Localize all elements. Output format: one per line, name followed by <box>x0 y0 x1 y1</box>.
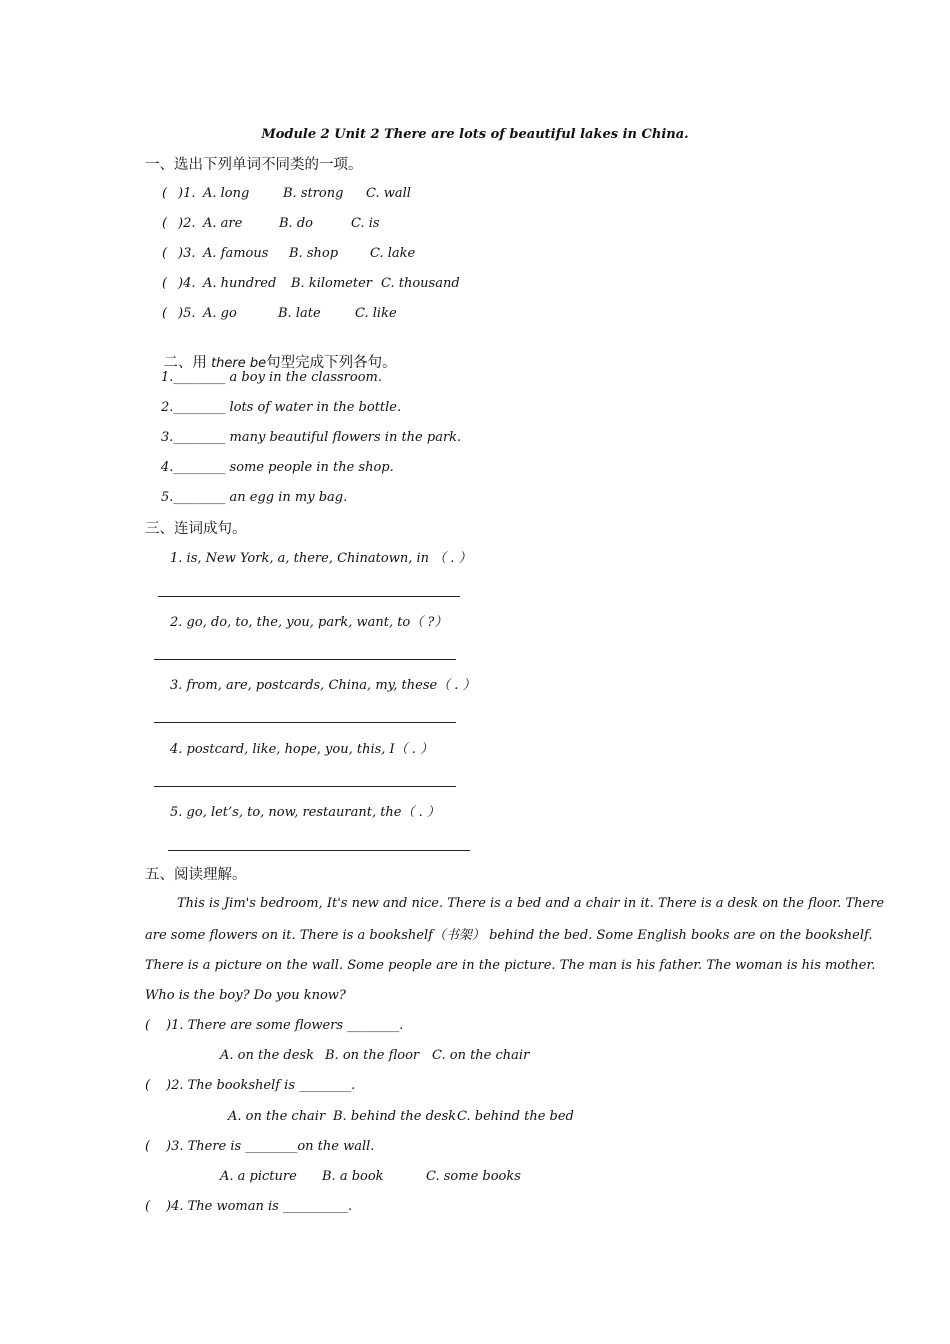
answer-paren: ( <box>162 186 168 201</box>
section-1-heading: 一、选出下列单词不同类的一项。 <box>145 157 363 173</box>
option-b: B. late <box>278 306 321 321</box>
answer-paren: ( <box>145 1199 151 1214</box>
word-order-item: 1. is, New York, a, there, Chinatown, in （ . ） <box>170 551 472 566</box>
item-number: )1. <box>178 186 196 201</box>
option-b: B. a book <box>322 1169 384 1184</box>
option-a: A. on the chair <box>228 1109 326 1124</box>
fill-blank-item: 3.________ many beautiful flowers in the park. <box>161 430 462 445</box>
question-stem: )2. The bookshelf is ________. <box>166 1078 356 1093</box>
reading-question <box>0 1198 950 1270</box>
answer-line <box>158 596 460 597</box>
answer-paren: ( <box>162 276 168 291</box>
option-c: C. some books <box>426 1169 521 1184</box>
question-stem: )1. There are some flowers ________. <box>166 1018 404 1033</box>
item-number: )5. <box>178 306 196 321</box>
option-a: A. on the desk <box>220 1048 314 1063</box>
answer-paren: ( <box>162 306 168 321</box>
section-3-heading: 三、连词成句。 <box>145 521 247 537</box>
heading-prefix: 二、用 <box>163 355 207 371</box>
option-b: B. do <box>279 216 313 231</box>
passage-line: There is a picture on the wall. Some people are in the picture. The man is his father. The woman is his mother. <box>145 958 876 973</box>
answer-line <box>154 786 456 787</box>
choice-item <box>0 305 950 431</box>
option-b: B. behind the desk <box>333 1109 457 1124</box>
answer-paren: ( <box>145 1078 151 1093</box>
option-c: C. on the chair <box>432 1048 530 1063</box>
section-5-heading: 五、阅读理解。 <box>145 867 247 883</box>
question-stem: )4. The woman is __________. <box>166 1199 353 1214</box>
passage-line: are some flowers on it. There is a bookshelf（书架） behind the bed. Some English books are on the bookshelf. <box>145 928 873 943</box>
answer-line <box>154 659 456 660</box>
answer-paren: ( <box>162 246 168 261</box>
option-a: A. a picture <box>220 1169 297 1184</box>
option-a: A. famous <box>203 246 269 261</box>
answer-line <box>154 722 456 723</box>
fill-blank-item: 1.________ a boy in the classroom. <box>161 370 382 385</box>
heading-english: there be <box>206 356 267 371</box>
option-a: A. are <box>203 216 243 231</box>
fill-blank-item: 2.________ lots of water in the bottle. <box>161 400 402 415</box>
option-b: B. kilometer <box>291 276 372 291</box>
fill-blank-item: 4.________ some people in the shop. <box>161 460 394 475</box>
heading-suffix: 句型完成下列各句。 <box>266 355 397 371</box>
item-number: )2. <box>178 216 196 231</box>
option-b: B. shop <box>289 246 339 261</box>
answer-paren: ( <box>145 1018 151 1033</box>
option-c: C. is <box>351 216 380 231</box>
option-a: A. go <box>203 306 237 321</box>
option-c: C. thousand <box>381 276 460 291</box>
answer-line <box>168 850 470 851</box>
item-number: )4. <box>178 276 196 291</box>
passage-line: This is Jim's bedroom, It's new and nice. There is a bed and a chair in it. There is a desk on the floor. There <box>177 896 885 911</box>
option-a: A. hundred <box>203 276 277 291</box>
passage-line: Who is the boy? Do you know? <box>145 988 346 1003</box>
question-stem: )3. There is ________on the wall. <box>166 1139 375 1154</box>
option-c: C. wall <box>366 186 411 201</box>
option-b: B. on the floor <box>325 1048 420 1063</box>
answer-paren: ( <box>145 1139 151 1154</box>
option-a: A. long <box>203 186 250 201</box>
page-title: Module 2 Unit 2 There are lots of beautiful lakes in China. <box>261 127 689 142</box>
word-order-item: 3. from, are, postcards, China, my, these（ . ） <box>170 678 476 693</box>
option-c: C. behind the bed <box>457 1109 574 1124</box>
word-order-item: 4. postcard, like, hope, you, this, I（ . ） <box>170 742 434 757</box>
answer-paren: ( <box>162 216 168 231</box>
option-c: C. lake <box>370 246 416 261</box>
word-order-item: 5. go, let’s, to, now, restaurant, the（ . ） <box>170 805 440 820</box>
word-order-item: 2. go, do, to, the, you, park, want, to（ ?） <box>170 615 448 630</box>
option-b: B. strong <box>283 186 344 201</box>
option-c: C. like <box>355 306 397 321</box>
fill-blank-item: 5.________ an egg in my bag. <box>161 490 348 505</box>
item-number: )3. <box>178 246 196 261</box>
